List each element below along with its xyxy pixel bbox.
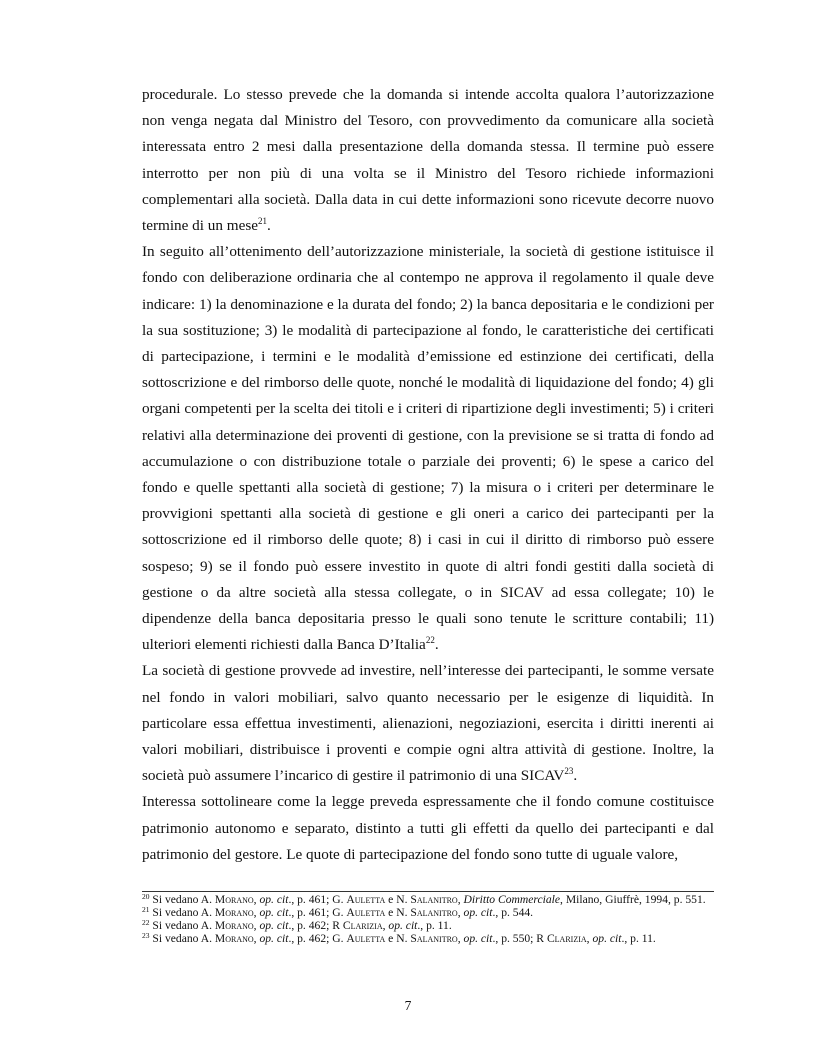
page-number: 7 xyxy=(404,998,412,1013)
footnote-ref-22[interactable]: 22 xyxy=(425,635,435,646)
body-text xyxy=(142,82,714,868)
footnote-divider xyxy=(142,891,714,892)
paragraph: Interessa sottolineare come la legge preveda espressamente che il fondo comune costituisce patrimonio autonomo e separato, distinto a tutti gli effetti da quello dei partecipanti e dal patrimonio del gestore. Le quote di partecipazione del fondo sono tutte di uguale valore, xyxy=(142,793,714,863)
footnote-23: $^{23}$ Si vedano A. Morano, op. cit., p. 462; G. Auletta e N. Salanitro, op. cit., p. 550; R Clarizia, op. cit., p. 11. xyxy=(142,931,656,945)
paragraph: procedurale. Lo stesso prevede che la domanda si intende accolta qualora l’autorizzazione non venga negata dal Ministro del Tesoro, con provvedimento da comunicare alla società interessata entro 2 mesi dalla presentazione della domanda stessa. Il termine può essere interrotto per non più di una volta se il Ministro del Tesoro richiede informazioni complementari alla società. Dalla data in cui dette informazioni sono ricevute decorre nuovo termine di un mese$^{21}$. xyxy=(142,86,714,235)
footnotes xyxy=(142,893,714,945)
footnote-22: $^{22}$ Si vedano A. Morano, op. cit., p. 462; R Clarizia, op. cit., p. 11. xyxy=(142,918,452,932)
footnote-20: $^{20}$ Si vedano A. Morano, op. cit., p. 461; G. Auletta e N. Salanitro, Diritto Commerciale, Milano, Giuffrè, 1994, p. 551. xyxy=(142,892,706,906)
footnote-ref-23[interactable]: 23 xyxy=(564,766,574,777)
paragraph: La società di gestione provvede ad investire, nell’interesse dei partecipanti, le somme versate nel fondo in valori mobiliari, salvo quanto necessario per le esigenze di liquidità. In particolare essa effettua investimenti, alienazioni, negoziazioni, esercita i diritti inerenti ai valori mobiliari, distribuisce i proventi e compie ogni altra attività di gestione. Inoltre, la società può assumere l’incarico di gestire il patrimonio di una SICAV$^{23}$. xyxy=(142,662,714,785)
paragraph: In seguito all’ottenimento dell’autorizzazione ministeriale, la società di gestione istituisce il fondo con deliberazione ordinaria che al contempo ne approva il regolamento il quale deve indicare: 1) la denominazione e la durata del fondo; 2) la banca depositaria e le condizioni per la sua sostituzione; 3) le modalità di partecipazione al fondo, le caratteristiche dei certificati di partecipazione, i termini e le modalità d’emissione ed estinzione dei certificati, della sottoscrizione e del rimborso delle quote, nonché le modalità di liquidazione del fondo; 4) gli organi competenti per la scelta dei titoli e i criteri di ripartizione degli investimenti; 5) i criteri relativi alla determinazione dei proventi di gestione, con la previsione se si tratta di fondo ad accumulazione o con distribuzione totale o parziale dei proventi; 6) le spese a carico del fondo e quelle spettanti alla società di gestione; 7) la misura o i criteri per determinare le provvigioni spettanti alla società di gestione e gli oneri a carico dei partecipanti per la sottoscrizione ed il rimborso delle quote; 8) i casi in cui il diritto di rimborso può essere sospeso; 9) se il fondo può essere investito in quote di altri fondi gestiti dalla società di gestione o da altre società alla stessa collegate, o in SICAV ad essa collegate; 10) le dipendenze della banca depositaria presso le quali sono tenute le scritture contabili; 11) ulteriori elementi richiesti dalla Banca D’Italia$^{22}$. xyxy=(142,243,714,654)
footnote-ref-21[interactable]: 21 xyxy=(257,216,267,227)
footnote-21: $^{21}$ Si vedano A. Morano, op. cit., p. 461; G. Auletta e N. Salanitro, op. cit., p. 544. xyxy=(142,905,534,919)
